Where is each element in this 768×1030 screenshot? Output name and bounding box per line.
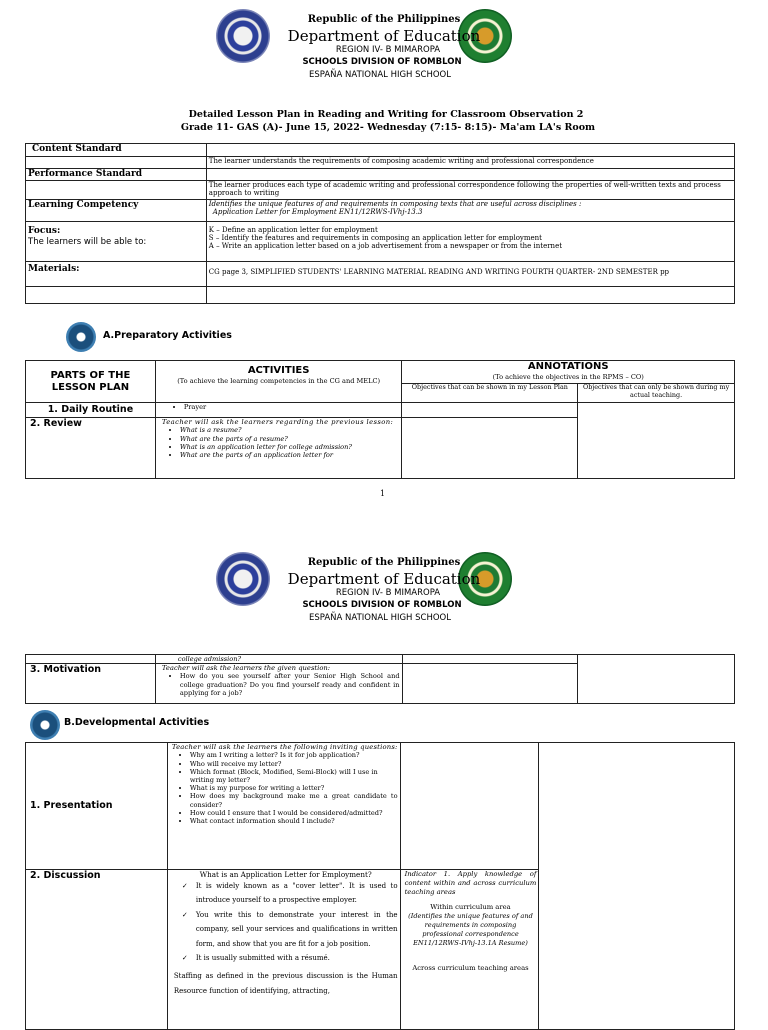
prayer-item: • Prayer [184,403,400,411]
doc-subtitle: Grade 11- GAS (A)- June 15, 2022- Wednesday (7:15- 8:15)- Ma'am LA's Room [180,122,596,133]
presentation-question: • Why am I writing a letter? Is it for job application? [190,751,398,759]
within-curriculum-detail: (Identifies the unique features of and requirements in composing professional correspondence EN11/12RWS-IVhj-13.1A Resume) [408,912,533,947]
review-intro: Teacher will ask the learners regarding the previous lesson: [161,418,394,426]
indicator-text: Indicator 1. Apply knowledge of content within and across curriculum teaching areas [404,870,537,896]
presentation-cell [167,743,400,870]
learning-competency-text: Identifies the unique features of and requirements in composing texts that are useful across disciplines : [208,200,582,208]
presentation-question: • What contact information should I include? [190,817,398,825]
focus-label: Focus: [28,226,61,236]
materials-label: Materials: [26,262,207,287]
motivation-question: • How do you see yourself after your Senior High School and college graduation? Do you find yourself ready and confident in applying for a job? [180,672,400,697]
lesson-plan-objectives-header: Objectives that can be shown in my Lesson Plan [402,384,578,403]
book-icon [66,322,96,352]
book-icon [30,710,60,740]
department-title: Department of Education [287,570,481,588]
actual-teaching-objectives-header: Objectives that can only be shown during my actual teaching. [578,384,735,403]
review-cell [155,418,402,479]
across-curriculum-label: Across curriculum teaching areas [412,964,529,972]
annotations-header-title: ANNOTATIONS [527,361,609,372]
activities-header-sub: (To achieve the learning competencies in the CG and MELC) [177,377,381,385]
parts-header [26,361,156,403]
review-question: • What are the parts of an application letter for [180,451,400,459]
learning-competency-code: Application Letter for Employment EN11/12RWS-IVhj-13.3 [212,208,423,216]
content-standard-label: Content Standard [26,144,207,157]
learning-competency-label: Learning Competency [26,200,207,222]
performance-standard-text: The learner produces each type of academic writing and professional correspondence following the properties of well-written texts and process approach to writing [206,181,734,200]
standards-table [25,143,735,304]
parts-header-line2: LESSON PLAN [51,381,130,393]
focus-objectives-cell [206,222,734,262]
division-text: SCHOOLS DIVISION OF ROMBLON [302,57,462,67]
region-text: REGION IV- B MIMAROPA [335,45,441,55]
presentation-question: • Which format (Block, Modified, Semi-Block) will I use in writing my letter? [190,768,398,784]
discussion-point: ✓ You write this to demonstrate your interest in the company, sell your services and qualifications in written form, and show that you are fit for a job position. [196,908,398,951]
review-question: • What is an application letter for college admission? [180,443,400,451]
school-text: ESPAÑA NATIONAL HIGH SCHOOL [309,613,451,623]
discussion-paragraph: Staffing as defined in the previous discussion is the Human Resource function of identifying, attracting, [173,972,398,995]
focus-subtext: The learners will be able to: [28,237,147,247]
carry-over-text: college admission? [155,655,402,664]
activities-header-title: ACTIVITIES [247,365,310,376]
discussion-point: ✓ It is widely known as a "cover letter". It is used to introduce yourself to a prospective employer. [196,879,398,908]
republic-text: Republic of the Philippines [307,557,461,568]
school-text: ESPAÑA NATIONAL HIGH SCHOOL [309,70,451,80]
lesson-plan-table [25,360,735,479]
focus-skill: S – Identify the features and requirements in composing an application letter for employment [208,234,542,242]
presentation-intro: Teacher will ask the learners the following inviting questions: [171,743,398,751]
annotations-header [402,361,735,384]
section-a-title: A.Preparatory Activities [103,330,232,341]
focus-knowledge: K – Define an application letter for employment [208,226,378,234]
focus-attitude: A – Write an application letter based on a job advertisement from a newspaper or from the internet [208,242,563,250]
developmental-activities-table [25,742,735,1030]
page-number: 1 [380,489,386,498]
discussion-point: ✓ It is usually submitted with a résumé. [196,951,398,965]
materials-text: CG page 3, SIMPLIFIED STUDENTS' LEARNING MATERIAL READING AND WRITING FOURTH QUARTER- 2ND SEMESTER pp [206,262,734,287]
presentation-question: • How could I ensure that I would be considered/admitted? [190,809,398,817]
review-label: 2. Review [26,418,156,479]
discussion-label: 2. Discussion [26,870,168,1030]
within-curriculum-label: Within curriculum area [430,903,511,911]
review-question: • What are the parts of a resume? [180,435,400,443]
content-standard-text: The learner understands the requirements of composing academic writing and professional correspondence [206,157,734,169]
presentation-question: • What is my purpose for writing a letter? [190,784,398,792]
presentation-label: 1. Presentation [26,743,168,870]
review-question: • What is a resume? [180,426,400,434]
focus-cell [26,222,207,262]
discussion-heading: What is an Application Letter for Employment? [199,870,372,879]
republic-text: Republic of the Philippines [307,14,461,25]
region-text: REGION IV- B MIMAROPA [335,588,441,598]
doc-title: Detailed Lesson Plan in Reading and Writing for Classroom Observation 2 [188,109,584,120]
lesson-plan-table-continued [25,654,735,704]
discussion-annotation-cell [400,870,539,1030]
department-title: Department of Education [287,27,481,45]
division-text: SCHOOLS DIVISION OF ROMBLON [302,600,462,610]
activities-header [155,361,402,403]
presentation-question: • Who will receive my letter? [190,760,398,768]
daily-routine-label: 1. Daily Routine [26,403,156,418]
section-b-title: B.Developmental Activities [64,717,210,728]
performance-standard-label: Performance Standard [26,169,207,181]
discussion-cell [167,870,400,1030]
learning-competency-cell [206,200,734,222]
annotations-header-sub: (To achieve the objectives in the RPMS – CO) [492,373,644,381]
parts-header-line1: PARTS OF THE [50,369,131,381]
motivation-cell [155,664,402,704]
presentation-question: • How does my background make me a great candidate to consider? [190,792,398,808]
motivation-label: 3. Motivation [26,664,156,704]
motivation-intro: Teacher will ask the learners the given question: [161,664,331,672]
